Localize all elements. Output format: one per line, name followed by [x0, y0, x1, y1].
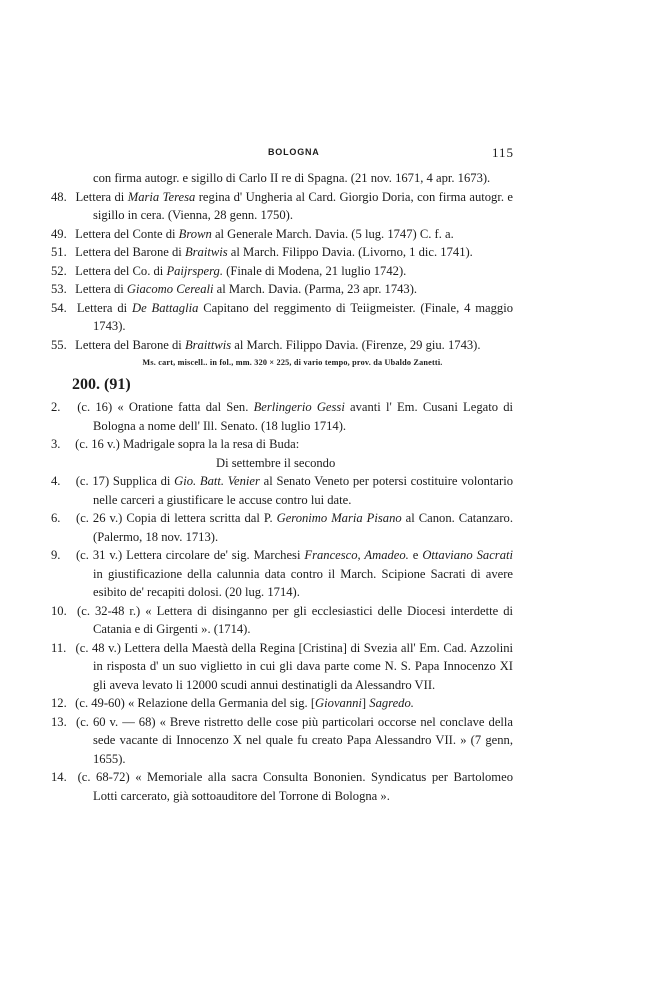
entry-text: regina d' Ungheria al Card. Giorgio Doria, con firma autogr. e sigillo in cera. (Vienna, 28 genn. 1750).: [93, 189, 514, 222]
entry-item: 2. (c. 16) « Oratione fatta dal Sen. Berlingerio Gessi avanti l' Em. Cusani Legato di Bologna a nome dell' Ill. Senato. (18 luglio 1714).: [51, 400, 514, 433]
entry-name: Giovanni: [315, 696, 362, 710]
entry-text: (Finale di Modena, 21 luglio 1742).: [223, 263, 407, 278]
entry-text: Lettera del Conte di: [75, 226, 179, 241]
entry-text: (c. 26 v.) Copia di lettera scritta dal P.: [76, 511, 277, 525]
manuscript-note: Ms. cart, miscell.. in fol., mm. 320 × 225, di vario tempo, prov. da Ubaldo Zanetti.: [142, 358, 443, 367]
entry-name: Giacomo Cereali: [126, 282, 214, 296]
entry-text: al Generale March. Davia. (5 lug. 1747) C. f. a.: [211, 226, 454, 241]
entry-item: 12. (c. 49-60) « Relazione della Germania del sig. [Giovanni] Sagredo.: [51, 696, 414, 710]
page-number: 115: [491, 145, 514, 160]
entry-name: Brown: [178, 226, 212, 241]
entry-item: 11. (c. 48 v.) Lettera della Maestà della Regina [Cristina] di Svezia all' Em. Cad. Azzolini in risposta d' un suo viglietto in cui gli dava parte come N. S. Papa Innocenzo XI gli aveva levato li 12000 scudi annui destinatigli da Alessandro VII.: [51, 640, 514, 692]
entry-item: 54. Lettera di De Battaglia Capitano del reggimento di Teiigmeister. (Finale, 4 maggio 1743).: [51, 300, 513, 333]
entry-name: Ottaviano Sacrati: [422, 548, 514, 562]
entry-name: Geronimo Maria Pisano: [276, 511, 402, 525]
entry-text: avanti l' Em. Cusani Legato di Bologna a nome dell' Ill. Senato. (18 luglio 1714).: [93, 400, 514, 433]
entry-text: Lettera del Barone di: [75, 337, 185, 352]
poem-incipit: Di settembre il secondo: [216, 455, 336, 470]
entry-text: (c. 68-72) « Memoriale alla sacra Consulta Bononien. Syndicatus per Bartolomeo Lotti carcerato, già sottoauditore del Torrone di Bologna ».: [77, 770, 513, 803]
entry-text: Lettera di: [75, 282, 127, 296]
entry-text: al March. Filippo Davia. (Livorno, 1 dic. 1741).: [227, 245, 473, 259]
entry-text: Lettera di: [76, 300, 132, 315]
entry-item: 49. Lettera del Conte di Brown al Generale March. Davia. (5 lug. 1747) C. f. a.: [51, 226, 454, 241]
entry-text: Capitano del reggimento di Teiigmeister. (Finale, 4 maggio 1743).: [93, 300, 513, 333]
entry-item: 3. (c. 16 v.) Madrigale sopra la la resa di Buda:: [51, 437, 300, 451]
entry-item: 9. (c. 31 v.) Lettera circolare de' sig. Marchesi Francesco, Amadeo. e Ottaviano Sacrati in giustificazione della calunnia data contro il March. Scipione Sacrati di avere esibito de' recapiti dolosi. (20 lug. 1714).: [51, 548, 514, 599]
entry-item: 48. Lettera di Maria Teresa regina d' Ungheria al Card. Giorgio Doria, con firma autogr. e sigillo in cera. (Vienna, 28 genn. 1750).: [51, 189, 514, 222]
entry-item: 6. (c. 26 v.) Copia di lettera scritta dal P. Geronimo Maria Pisano al Canon. Catanzaro. (Palermo, 18 nov. 1713).: [51, 511, 513, 544]
entry-name: Francesco, Amadeo.: [304, 548, 409, 562]
entry-name: Braittwis: [184, 337, 232, 352]
entry-list-a: [51, 188, 514, 355]
section-heading: [72, 374, 513, 396]
entry-text: (c. 16 v.) Madrigale sopra la la resa di Buda:: [75, 437, 300, 451]
entry-item: 55. Lettera del Barone di Braittwis al March. Filippo Davia. (Firenze, 29 giu. 1743).: [51, 337, 481, 352]
entry-text: Lettera del Co. di: [75, 263, 167, 278]
entry-text: al March. Davia. (Parma, 23 apr. 1743).: [213, 282, 418, 296]
entry-name: Gio. Batt. Venier: [174, 474, 260, 488]
entry-item: 14. (c. 68-72) « Memoriale alla sacra Consulta Bononien. Syndicatus per Bartolomeo Lotti carcerato, già sottoauditore del Torrone di Bologna ».: [51, 770, 513, 803]
entry-item: 4. (c. 17) Supplica di Gio. Batt. Venier al Senato Veneto per potersi costituire volontario nelle carceri a giustificare le accuse contro lui date.: [51, 474, 513, 507]
entry-item: 53. Lettera di Giacomo Cereali al March. Davia. (Parma, 23 apr. 1743).: [51, 282, 418, 296]
entry-item: 51. Lettera del Barone di Braitwis al March. Filippo Davia. (Livorno, 1 dic. 1741).: [51, 245, 473, 259]
entry-list-c: [51, 472, 514, 805]
entry-item: 13. (c. 60 v. — 68) « Breve ristretto delle cose più particolari occorse nel conclave della sede vacante di Innocenzo X nel quale fu creato Papa Alessandro VII. » (7 genn, 1655).: [51, 714, 513, 766]
entry-text: ]: [361, 696, 370, 710]
entry-name: Maria Teresa: [127, 189, 196, 204]
entry-list-b: [51, 398, 514, 472]
entry-text: (c. 16) « Oratione fatta dal Sen.: [77, 400, 254, 414]
entry-text: (c. 48 v.) Lettera della Maestà della Regina [Cristina] di Svezia all' Em. Cad. Azzolini in risposta d' un suo viglietto in cui gli dava parte come N. S. Papa Innocenzo XI gli aveva levato li 12000 scudi annui destinatigli da Alessandro VII.: [75, 640, 514, 692]
entry-text: (c. 60 v. — 68) « Breve ristretto delle cose più particolari occorse nel conclave della sede vacante di Innocenzo X nel quale fu creato Papa Alessandro VII. » (7 genn, 1655).: [76, 714, 513, 766]
entry-text: in giustificazione della calunnia data contro il March. Scipione Sacrati di avere esibito de' recapiti dolosi. (20 lug. 1714).: [93, 566, 513, 599]
section-shelfmark: (91): [104, 376, 131, 393]
entry-name: Paijrsperg.: [166, 263, 223, 278]
entry-text: (c. 49-60) « Relazione della Germania del sig. [: [75, 696, 316, 710]
page-body: [51, 169, 514, 805]
entry-name: Berlingerio Gessi: [253, 400, 345, 414]
entry-text: e: [408, 548, 423, 562]
entry-text: (c. 31 v.) Lettera circolare de' sig. Marchesi: [75, 548, 305, 562]
entry-name: De Battaglia: [131, 300, 199, 315]
entry-text: al Senato Veneto per potersi costituire volontario nelle carceri a giustificare le accuse contro lui date.: [93, 474, 513, 507]
entry-text: Lettera di: [75, 189, 128, 204]
continuation-text: con firma autogr. e sigillo di Carlo II re di Spagna. (21 nov. 1671, 4 apr. 1673).: [93, 171, 491, 185]
entry-name: Sagredo.: [369, 696, 414, 710]
entry-item: 52. Lettera del Co. di Paijrsperg. (Finale di Modena, 21 luglio 1742).: [51, 263, 407, 278]
entry-text: al March. Filippo Davia. (Firenze, 29 giu. 1743).: [231, 337, 481, 352]
running-head: BOLOGNA: [268, 147, 320, 157]
entry-text: (c. 32-48 r.) « Lettera di disinganno per gli ecclesiastici delle Diocesi interdette di Catania e di Girgenti ». (1714).: [77, 603, 513, 636]
entry-text: Lettera del Barone di: [75, 245, 185, 259]
entry-text: al Canon. Catanzaro. (Palermo, 18 nov. 1713).: [93, 511, 513, 544]
entry-item: 10. (c. 32-48 r.) « Lettera di disinganno per gli ecclesiastici delle Diocesi interdette di Catania e di Girgenti ». (1714).: [51, 603, 513, 636]
page-header: [0, 147, 650, 163]
entry-text: (c. 17) Supplica di: [75, 474, 175, 488]
entry-name: Braitwis: [184, 245, 228, 259]
section-number: 200.: [72, 376, 100, 393]
